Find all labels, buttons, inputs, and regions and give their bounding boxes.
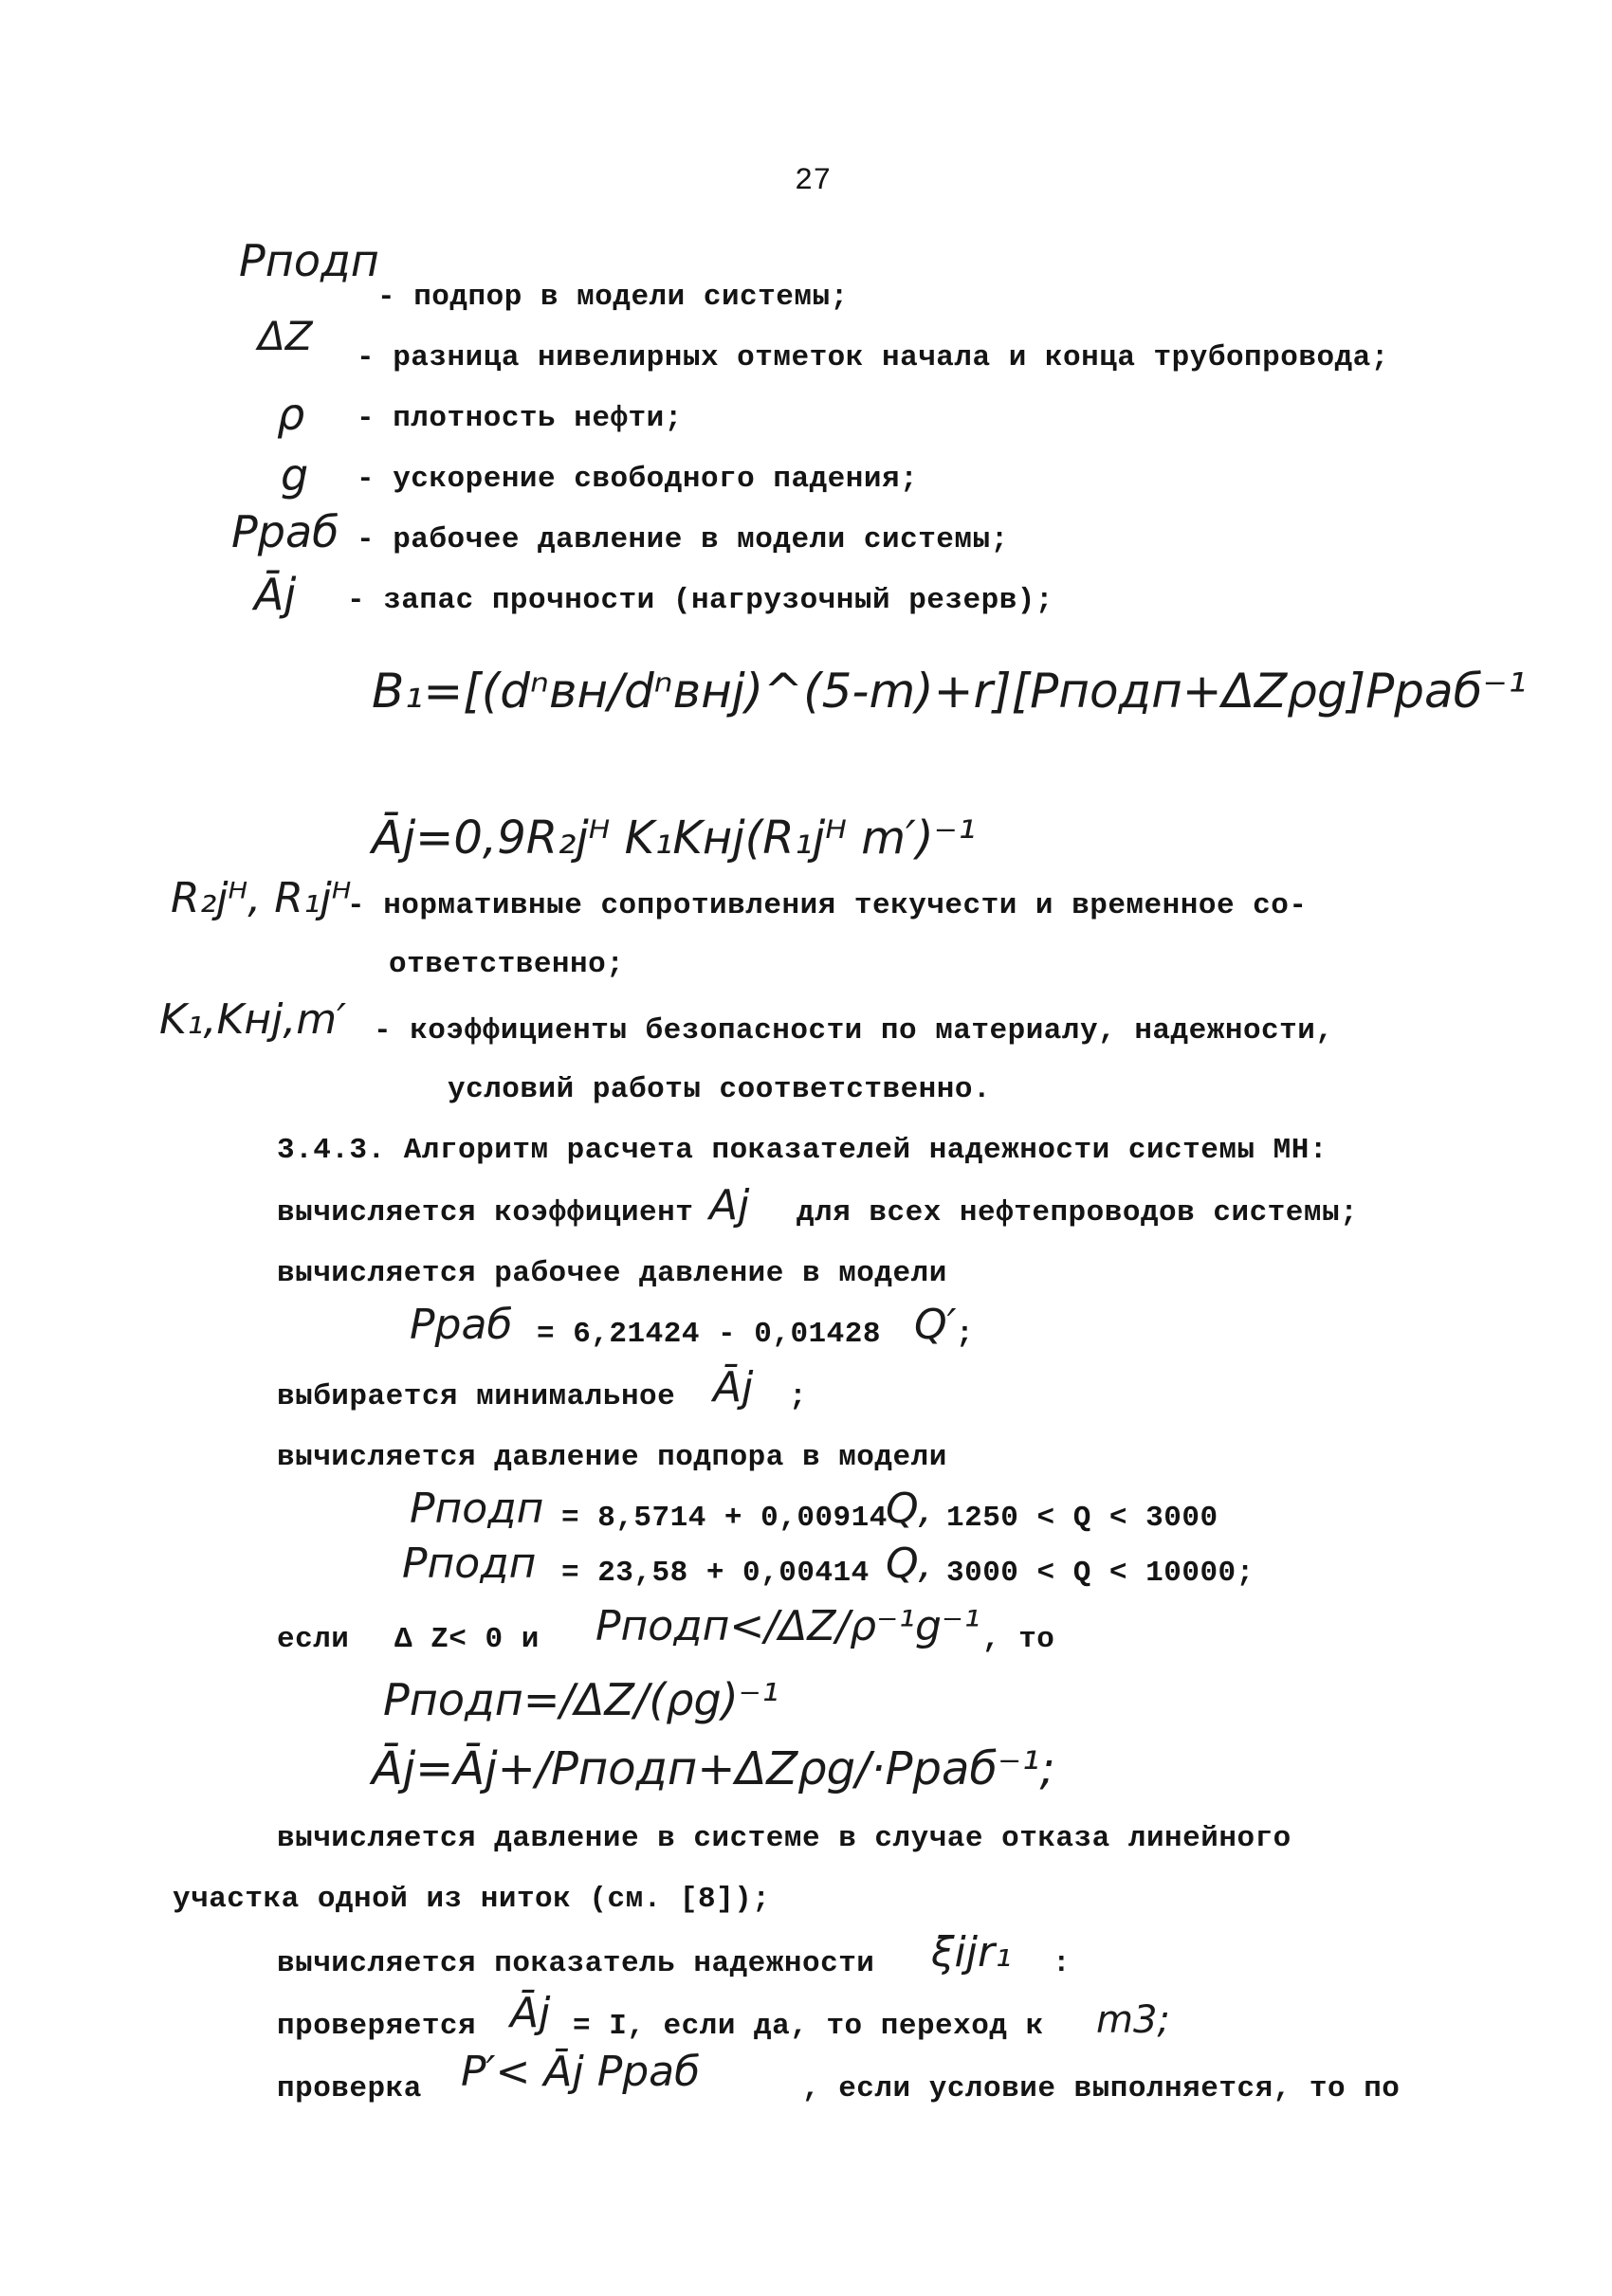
line-work-pressure: вычисляется рабочее давление в модели bbox=[277, 1257, 947, 1290]
formula-a-j: Āj=0,9R₂jᴴ K₁Kнj(R₁jᴴ m′)⁻¹ bbox=[372, 811, 977, 865]
line-coef-symbol: Aj bbox=[709, 1181, 750, 1230]
line-coef-text-b: для всех нефтепроводов системы; bbox=[797, 1196, 1359, 1230]
cond-expr-b: Pподп</ΔZ/ρ⁻¹g⁻¹ bbox=[595, 1602, 980, 1650]
line-fail-1: вычисляется давление в системе в случае отказа линейного bbox=[277, 1822, 1291, 1855]
symbol-p-rab: Pраб bbox=[231, 506, 339, 557]
line-check-text-a: проверяется bbox=[277, 2010, 477, 2043]
line-last-text-b: , если условие выполняется, то по bbox=[802, 2072, 1401, 2105]
eq-a-update: Āj=Āj+/Pподп+ΔZρg/·Pраб⁻¹; bbox=[372, 1742, 1055, 1795]
eq-p2-symbol: Pподп bbox=[402, 1540, 537, 1588]
line-last-symbol: P′< Āj Pраб bbox=[461, 2048, 701, 2096]
line-fail-2: участка одной из ниток (см. [8]); bbox=[173, 1883, 771, 1916]
line-xi-text-b: : bbox=[1053, 1947, 1072, 1980]
desc-delta-z: - разница нивелирных отметок начала и конца трубопровода; bbox=[357, 341, 1389, 374]
desc-k-line-1: - коэффициенты безопасности по материалу, надежности, bbox=[374, 1014, 1334, 1048]
formula-b1: B₁=[(dⁿвн/dⁿвнj)^(5-m)+r][Pподп+ΔZρg]Pраб⁻¹ bbox=[372, 664, 1527, 719]
desc-rho: - плотность нефти; bbox=[357, 402, 683, 435]
cond-then: , то bbox=[982, 1623, 1055, 1656]
symbol-k: K₁,Kнj,m′ bbox=[159, 995, 347, 1044]
symbol-r: R₂jᴴ, R₁jᴴ bbox=[171, 874, 352, 922]
eq-set-podp: Pподп=/ΔZ/(ρg)⁻¹ bbox=[383, 1674, 779, 1725]
symbol-delta-z: ΔZ bbox=[258, 313, 313, 359]
line-xi-symbol: ξijr₁ bbox=[931, 1928, 1012, 1977]
symbol-a-j: Āj bbox=[254, 569, 297, 620]
line-last-text-a: проверка bbox=[277, 2072, 422, 2105]
cond-expr-a: Δ Z< 0 и bbox=[394, 1623, 540, 1656]
eq-p2-q: Q, bbox=[886, 1540, 932, 1588]
cond-if: если bbox=[277, 1623, 350, 1656]
line-check-text-b: = I, если да, то переход к bbox=[573, 2010, 1044, 2043]
line-min-symbol: Āj bbox=[713, 1363, 754, 1412]
desc-k-line-2: условий работы соответственно. bbox=[448, 1073, 992, 1106]
line-check-symbol: Āj bbox=[510, 1989, 551, 2037]
desc-p-podp: - подпор в модели системы; bbox=[377, 281, 849, 314]
line-min-text-b: ; bbox=[789, 1380, 808, 1413]
eq-p1-range: 1250 < Q < 3000 bbox=[946, 1502, 1218, 1535]
line-xi-text-a: вычисляется показатель надежности bbox=[277, 1947, 875, 1980]
desc-r-line-1: - нормативные сопротивления текучести и временное со- bbox=[347, 889, 1308, 922]
page-number: 27 bbox=[795, 163, 832, 198]
section-heading: 3.4.3. Алгоритм расчета показателей надежности системы МН: bbox=[277, 1134, 1328, 1167]
symbol-g: g bbox=[281, 449, 309, 501]
desc-r-line-2: ответственно; bbox=[389, 948, 625, 981]
symbol-rho: ρ bbox=[277, 389, 305, 440]
symbol-p-podp: Pподп bbox=[239, 235, 379, 286]
line-coef-text-a: вычисляется коэффициент bbox=[277, 1196, 694, 1230]
eq-p2-text: = 23,58 + 0,00414 bbox=[561, 1557, 870, 1590]
line-pressure: вычисляется давление подпора в модели bbox=[277, 1441, 947, 1474]
eq-p2-range: 3000 < Q < 10000; bbox=[946, 1557, 1255, 1590]
desc-p-rab: - рабочее давление в модели системы; bbox=[357, 523, 1009, 556]
eq-work-end: ; bbox=[956, 1318, 975, 1351]
line-check-m3: m3; bbox=[1096, 1998, 1170, 2042]
eq-work-q: Q′ bbox=[914, 1301, 957, 1349]
eq-work-text: = 6,21424 - 0,01428 bbox=[537, 1318, 881, 1351]
eq-p1-text: = 8,5714 + 0,00914 bbox=[561, 1502, 888, 1535]
eq-work-symbol: Pраб bbox=[410, 1301, 513, 1349]
desc-a-j: - запас прочности (нагрузочный резерв); bbox=[347, 584, 1054, 617]
eq-p1-symbol: Pподп bbox=[410, 1485, 544, 1533]
line-min-text-a: выбирается минимальное bbox=[277, 1380, 676, 1413]
eq-p1-q: Q, bbox=[886, 1485, 932, 1533]
desc-g: - ускорение свободного падения; bbox=[357, 463, 919, 496]
